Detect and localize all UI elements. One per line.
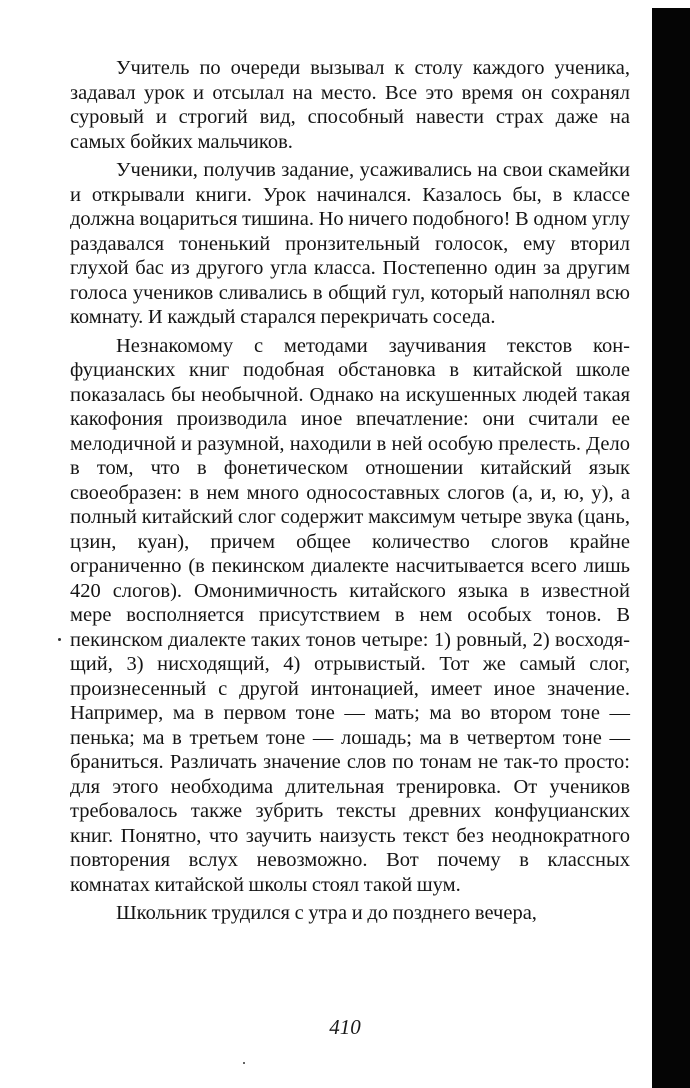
paragraph-4: Школьник трудился с утра и до позднего вечера, <box>116 902 537 924</box>
body-text <box>70 56 630 926</box>
paragraph-2: Ученики, получив задание, усаживались на свои скамейки и открывали книги. Урок начинался. Казалось бы, в классе должна воцариться тишина. Но ничего подобного! В одном углу раздавался тоненький пронзительный голосок, ему вторил глухой бас из другого угла класса. Постепенно один за другим голоса учеников сливались в общий гул, который наполнял всю комнату. И каждый старался перекричать соседа. <box>70 159 630 328</box>
page-edge-shadow <box>652 8 690 1088</box>
paragraph-1: Учитель по очереди вызывал к столу каждого ученика, задавал урок и отсылал на место. Все это время он сохранял суровый и строгий вид, способный навести страх даже на самых бойких мальчиков. <box>70 57 630 153</box>
scan-speck <box>58 638 61 641</box>
paragraph-3: Незнакомому с методами заучивания текстов конфуцианских книг подобная обстановка в китайской школе показалась бы необычной. Однако на искушенных людей такая какофония производила иное впечатление: они считали ее мелодичной и разумной, находили в ней особую прелесть. Дело в том, что в фонетическом отношении китайский язык своеобразен: в нем много односоставных слогов (а, и, ю, у), а полный китайский слог содержит максимум четыре звука (цань, цзин, куан), причем общее количество слогов крайне ограниченно (в пекинском диалекте насчитывается всего лишь 420 слогов). Омонимичность китайского языка в известной мере восполняется присутствием в нем особых тонов. В пекинском диалекте таких тонов четыре: 1) ровный, 2) восходящий, 3) нисходящий, 4) отрывистый. Тот же самый слог, произнесенный с другой интонацией, имеет иное значение. Например, ма в первом тоне — мать; ма во втором тоне — пенька; ма в третьем тоне — лошадь; ма в четвертом тоне — браниться. Различать значение слов по тонам не так-то просто: для этого необходима длительная тренировка. От учеников требовалось также зубрить тексты древних конфуцианских книг. Понятно, что заучить наизусть текст без неоднократного повторения вслух невозможно. Вот почему в классных комнатах китайской школы стоял такой шум. <box>70 334 630 896</box>
scan-speck <box>243 1062 245 1064</box>
page-number: 410 <box>329 1015 361 1039</box>
